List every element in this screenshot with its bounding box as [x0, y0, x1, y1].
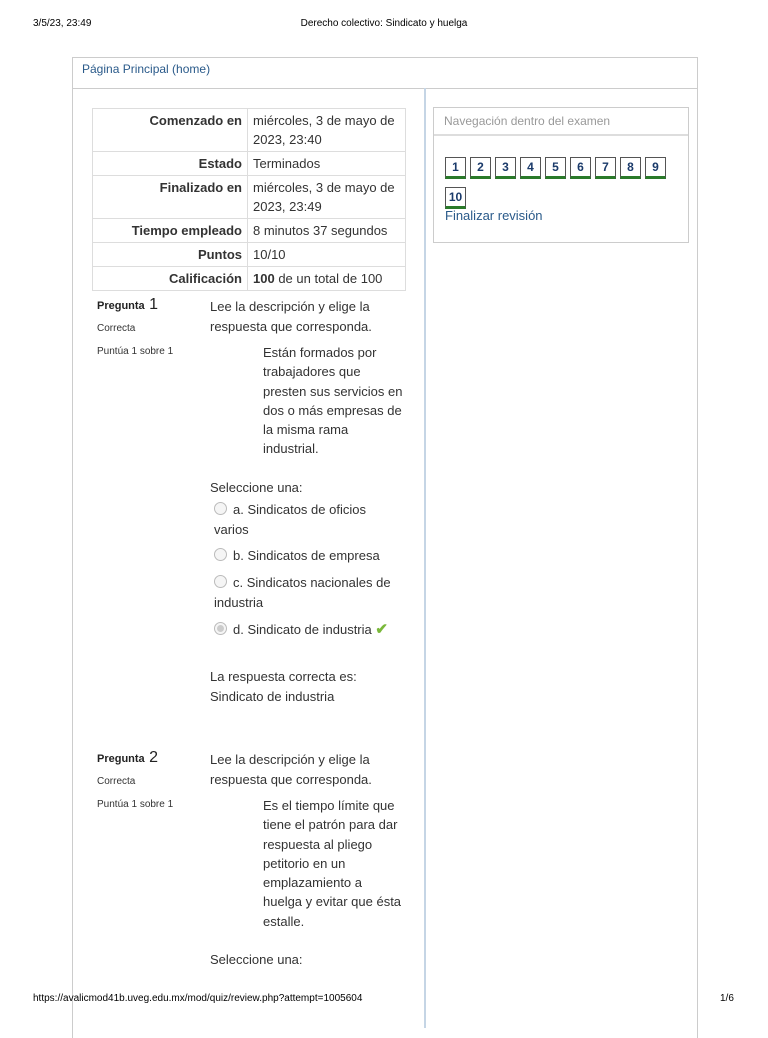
question-nav-button-1[interactable]: 1	[445, 157, 466, 179]
radio-button[interactable]	[214, 502, 227, 515]
summary-row	[93, 109, 406, 152]
summary-value: miércoles, 3 de mayo de 2023, 23:49	[248, 176, 406, 219]
select-one-label: Seleccione una:	[210, 480, 303, 495]
summary-label: Estado	[93, 152, 248, 176]
question-nav-button-9[interactable]: 9	[645, 157, 666, 179]
question-description: Es el tiempo límite que tiene el patrón para dar respuesta al pliego petitorio en un emplazamiento a huelga y evitar que ésta estalle.	[263, 798, 402, 929]
correct-answer: Sindicato de industria	[210, 689, 335, 704]
summary-row	[93, 243, 406, 267]
option-a[interactable]: a. Sindicatos de oficios varios	[214, 502, 366, 537]
summary-row	[93, 267, 406, 291]
summary-value	[248, 267, 406, 291]
question-nav-button-5[interactable]: 5	[545, 157, 566, 179]
option-c[interactable]: c. Sindicatos nacionales de industria	[214, 575, 391, 610]
divider	[73, 88, 697, 89]
print-page: 1/6	[720, 993, 734, 1004]
radio-button[interactable]	[214, 575, 227, 588]
breadcrumb-home-link[interactable]: Página Principal (home)	[82, 62, 211, 76]
question-nav-button-10[interactable]: 10	[445, 187, 466, 209]
summary-row	[93, 219, 406, 243]
correct-check-icon: ✔	[375, 621, 388, 638]
quiz-navigation-block	[433, 107, 689, 243]
question-nav-button-7[interactable]: 7	[595, 157, 616, 179]
summary-value: 8 minutos 37 segundos	[248, 219, 406, 243]
summary-label: Puntos	[93, 243, 248, 267]
question-nav-button-4[interactable]: 4	[520, 157, 541, 179]
quiz-navigation-title: Navegación dentro del examen	[434, 108, 688, 136]
summary-row	[93, 176, 406, 219]
radio-button-selected[interactable]	[214, 622, 227, 635]
summary-label: Finalizado en	[93, 176, 248, 219]
print-url: https://avalicmod41b.uveg.edu.mx/mod/quiz/review.php?attempt=1005604	[33, 993, 363, 1004]
question-description: Están formados por trabajadores que presten sus servicios en dos o más empresas de la misma rama industrial.	[263, 345, 403, 457]
radio-button[interactable]	[214, 548, 227, 561]
summary-label: Calificación	[93, 267, 248, 291]
finish-review-link[interactable]: Finalizar revisión	[445, 208, 543, 223]
question-grade: Puntúa 1 sobre 1	[97, 799, 174, 810]
grade-value: 100	[253, 271, 275, 286]
question-nav-button-8[interactable]: 8	[620, 157, 641, 179]
summary-value: miércoles, 3 de mayo de 2023, 23:40	[248, 109, 406, 152]
question-buttons	[445, 152, 685, 212]
select-one-label: Seleccione una:	[210, 952, 303, 967]
question-prompt: Lee la descripción y elige la respuesta que corresponda.	[210, 299, 372, 334]
print-datetime: 3/5/23, 23:49	[33, 18, 92, 29]
question-nav-button-3[interactable]: 3	[495, 157, 516, 179]
question-nav-button-2[interactable]: 2	[470, 157, 491, 179]
question-number: Pregunta 1	[97, 296, 159, 313]
summary-value: Terminados	[248, 152, 406, 176]
print-title: Derecho colectivo: Sindicato y huelga	[300, 18, 468, 29]
summary-label: Tiempo empleado	[93, 219, 248, 243]
option-d[interactable]: d. Sindicato de industria ✔	[214, 620, 414, 640]
summary-row	[93, 152, 406, 176]
question-number: Pregunta 2	[97, 749, 159, 766]
question-grade: Puntúa 1 sobre 1	[97, 346, 174, 357]
grade-total: de un total de 100	[274, 271, 383, 286]
summary-value: 10/10	[248, 243, 406, 267]
attempt-summary-table	[92, 108, 406, 291]
question-prompt: Lee la descripción y elige la respuesta que corresponda.	[210, 752, 372, 787]
summary-label: Comenzado en	[93, 109, 248, 152]
correct-answer-label: La respuesta correcta es:	[210, 669, 357, 684]
option-b[interactable]: b. Sindicatos de empresa	[214, 546, 404, 566]
column-divider	[424, 88, 426, 1028]
question-nav-button-6[interactable]: 6	[570, 157, 591, 179]
question-state: Correcta	[97, 776, 136, 787]
question-state: Correcta	[97, 323, 136, 334]
